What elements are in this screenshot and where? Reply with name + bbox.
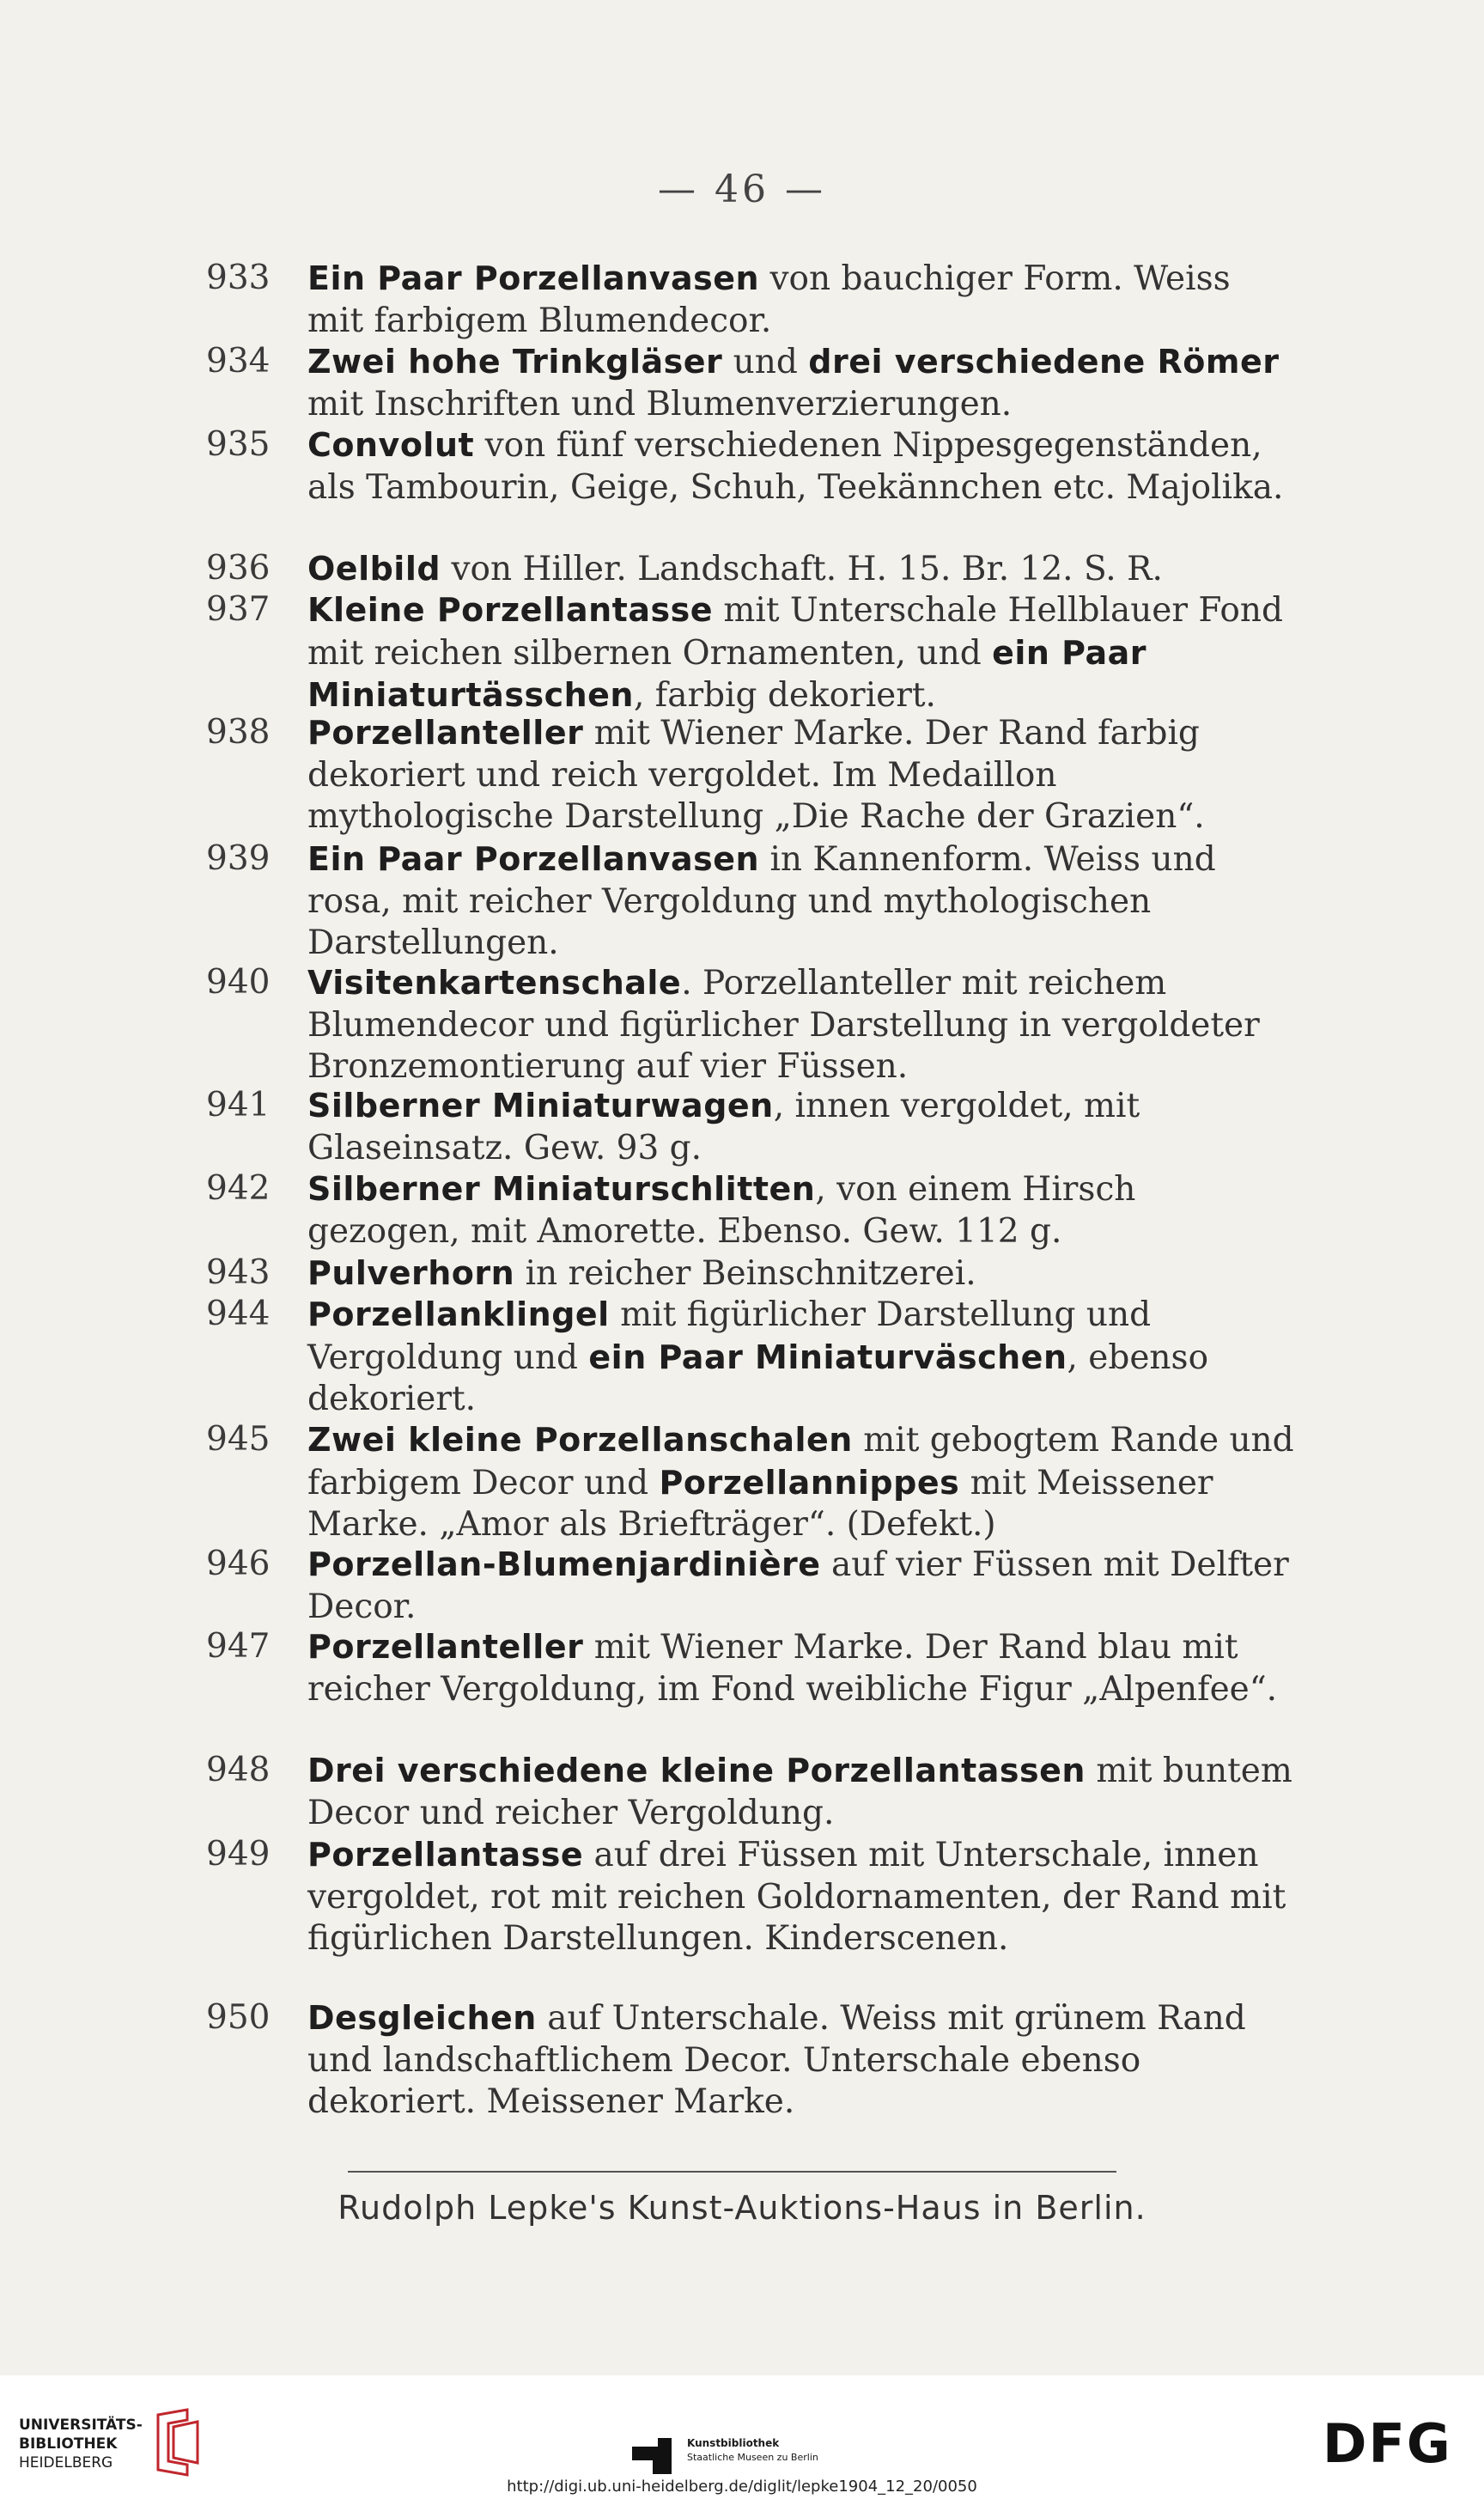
entry-lead: Convolut bbox=[307, 426, 475, 464]
entry-number: 945 bbox=[206, 1420, 271, 1459]
entry-connector: mit figürlicher Darstellung und Vergoldung und bbox=[307, 1295, 1152, 1377]
entry-description: , von einem Hirsch gezogen, mit Amorette. Ebenso. Gew. 112 g. bbox=[307, 1170, 1136, 1251]
entry-text bbox=[307, 1834, 1297, 1960]
entry-number: 950 bbox=[206, 1998, 271, 2037]
entry-lead-secondary: drei verschiedene Römer bbox=[808, 343, 1280, 381]
catalog-entry bbox=[206, 1419, 1297, 1546]
kunstbibliothek-label bbox=[687, 2436, 818, 2464]
entry-description: in reicher Beinschnitzerei. bbox=[514, 1254, 976, 1293]
entry-description: mit Meissener Marke. „Amor als Briefträger“. (Defekt.) bbox=[307, 1463, 1213, 1544]
entry-lead: Silberner Miniaturwagen bbox=[307, 1087, 774, 1125]
university-library-logo[interactable] bbox=[19, 2416, 143, 2472]
entry-lead: Kleine Porzellantasse bbox=[307, 591, 713, 629]
entry-text bbox=[307, 258, 1297, 342]
entry-text bbox=[307, 548, 1297, 591]
catalog-entry bbox=[206, 1294, 1297, 1421]
catalog-entry bbox=[206, 712, 1297, 838]
kunstbibliothek-logo-icon bbox=[632, 2438, 672, 2474]
entry-lead-secondary: ein Paar Miniaturtässchen bbox=[307, 633, 1146, 714]
entry-lead: Zwei kleine Porzellanschalen bbox=[307, 1421, 853, 1459]
entry-lead: Drei verschiedene kleine Porzellantassen bbox=[307, 1752, 1086, 1789]
entry-description: , innen vergoldet, mit Glaseinsatz. Gew. 93 g. bbox=[307, 1087, 1140, 1167]
library-name-line2: BIBLIOTHEK bbox=[19, 2435, 118, 2453]
entry-number: 937 bbox=[206, 590, 271, 629]
entry-connector: mit Unterschale Hellblauer Fond mit reichen silbernen Ornamenten, und bbox=[307, 591, 1283, 673]
page-number: — 46 — bbox=[658, 168, 826, 211]
catalog-entry bbox=[206, 1834, 1297, 1960]
entry-description: von bauchiger Form. Weiss mit farbigem Blumendecor. bbox=[307, 259, 1231, 340]
entry-lead: Ein Paar Porzellanvasen bbox=[307, 259, 760, 297]
entry-lead: Zwei hohe Trinkgläser bbox=[307, 343, 723, 381]
entry-description: mit Inschriften und Blumenverzierungen. bbox=[307, 384, 1013, 424]
catalog-entry bbox=[206, 962, 1297, 1088]
entry-lead-secondary: ein Paar Miniaturväschen bbox=[588, 1338, 1067, 1376]
entry-text bbox=[307, 712, 1297, 838]
entry-number: 946 bbox=[206, 1545, 271, 1583]
catalog-entry bbox=[206, 1997, 1297, 2124]
entry-number: 949 bbox=[206, 1835, 271, 1874]
catalog-entry bbox=[206, 548, 1297, 591]
publisher-line: Rudolph Lepke's Kunst-Auktions-Haus in Berlin. bbox=[338, 2189, 1146, 2227]
entry-number: 936 bbox=[206, 549, 271, 588]
entry-number: 940 bbox=[206, 963, 271, 1002]
entry-lead: Silberner Miniaturschlitten bbox=[307, 1170, 816, 1208]
entry-description: von Hiller. Landschaft. H. 15. Br. 12. S. R. bbox=[441, 550, 1163, 588]
entry-description: auf vier Füssen mit Delfter Decor. bbox=[307, 1545, 1289, 1626]
entry-description: . Porzellanteller mit reichem Blumendecor und figürlicher Darstellung in vergoldeter Bronzemontierung auf vier Füssen. bbox=[307, 964, 1260, 1086]
entry-lead: Porzellanteller bbox=[307, 714, 584, 752]
entry-lead: Ein Paar Porzellanvasen bbox=[307, 840, 760, 878]
entry-number: 944 bbox=[206, 1295, 271, 1333]
entry-lead: Porzellan-Blumenjardinière bbox=[307, 1545, 821, 1583]
entry-connector: und bbox=[722, 343, 809, 381]
entry-lead: Pulverhorn bbox=[307, 1254, 515, 1292]
entry-text bbox=[307, 838, 1297, 965]
entry-text bbox=[307, 1626, 1297, 1710]
entry-description: , farbig dekoriert. bbox=[633, 676, 936, 715]
entry-description: auf Unterschale. Weiss mit grünem Rand und landschaftlichem Decor. Unterschale ebenso dekoriert. Meissener Marke. bbox=[307, 1999, 1246, 2121]
entry-text bbox=[307, 589, 1297, 717]
library-name-line3: HEIDELBERG bbox=[19, 2454, 113, 2472]
entry-text bbox=[307, 1750, 1297, 1834]
entry-description: mit Wiener Marke. Der Rand blau mit reicher Vergoldung, im Fond weibliche Figur „Alpenfee“. bbox=[307, 1628, 1278, 1709]
entry-number: 941 bbox=[206, 1086, 271, 1125]
entry-lead: Oelbild bbox=[307, 550, 441, 588]
entry-lead: Porzellanteller bbox=[307, 1628, 584, 1666]
entry-text bbox=[307, 1085, 1297, 1169]
entry-number: 934 bbox=[206, 342, 271, 381]
catalog-entry bbox=[206, 258, 1297, 342]
entry-description: auf drei Füssen mit Unterschale, innen vergoldet, rot mit reichen Goldornamenten, der Rand mit figürlichen Darstellungen. Kinderscenen. bbox=[307, 1836, 1286, 1958]
entry-number: 935 bbox=[206, 425, 271, 464]
entry-description: in Kannenform. Weiss und rosa, mit reicher Vergoldung und mythologischen Darstellungen. bbox=[307, 840, 1216, 962]
entry-lead: Desgleichen bbox=[307, 1999, 537, 2037]
library-name-line1: UNIVERSITÄTS- bbox=[19, 2417, 143, 2434]
entry-description: mit Wiener Marke. Der Rand farbig dekoriert und reich vergoldet. Im Medaillon mythologische Darstellung „Die Rache der Grazien“. bbox=[307, 714, 1205, 836]
library-emblem-icon bbox=[153, 2408, 206, 2477]
catalog-entry bbox=[206, 1253, 1297, 1295]
entry-text bbox=[307, 1294, 1297, 1421]
entry-description: , ebenso dekoriert. bbox=[307, 1338, 1209, 1418]
entry-lead: Porzellanklingel bbox=[307, 1295, 610, 1333]
entry-description: von fünf verschiedenen Nippesgegenständen, als Tambourin, Geige, Schuh, Teekännchen etc. Majolika. bbox=[307, 426, 1284, 507]
entry-text bbox=[307, 1544, 1297, 1628]
catalog-entry bbox=[206, 1085, 1297, 1169]
kunstbibliothek-name: Kunstbibliothek bbox=[687, 2437, 780, 2449]
catalog-entry bbox=[206, 341, 1297, 425]
entry-lead: Porzellantasse bbox=[307, 1836, 584, 1874]
entry-number: 939 bbox=[206, 839, 271, 878]
entry-text bbox=[307, 1419, 1297, 1546]
catalog-entry bbox=[206, 1544, 1297, 1628]
entry-lead: Visitenkartenschale bbox=[307, 964, 682, 1002]
entry-number: 943 bbox=[206, 1253, 271, 1292]
entry-text bbox=[307, 424, 1297, 509]
entry-text bbox=[307, 341, 1297, 425]
catalog-entry bbox=[206, 838, 1297, 965]
entry-number: 942 bbox=[206, 1169, 271, 1208]
catalog-entry bbox=[206, 424, 1297, 509]
entry-lead-secondary: Porzellannippes bbox=[659, 1463, 960, 1502]
dfg-logo[interactable]: DFG bbox=[1323, 2412, 1452, 2475]
catalog-entry bbox=[206, 1750, 1297, 1834]
entry-number: 947 bbox=[206, 1627, 271, 1666]
footer-rule bbox=[348, 2171, 1116, 2173]
catalog-entry bbox=[206, 589, 1297, 717]
entry-number: 933 bbox=[206, 259, 271, 297]
museum-name: Staatliche Museen zu Berlin bbox=[687, 2452, 818, 2463]
entry-text bbox=[307, 1997, 1297, 2124]
entry-number: 948 bbox=[206, 1751, 271, 1789]
entry-text bbox=[307, 1253, 1297, 1295]
entry-text bbox=[307, 962, 1297, 1088]
entry-number: 938 bbox=[206, 713, 271, 752]
catalog-entry bbox=[206, 1626, 1297, 1710]
entry-description: mit buntem Decor und reicher Vergoldung. bbox=[307, 1752, 1292, 1832]
entry-text bbox=[307, 1168, 1297, 1253]
entry-connector: mit gebogtem Rande und farbigem Decor und bbox=[307, 1421, 1294, 1502]
catalog-entry bbox=[206, 1168, 1297, 1253]
permalink-url[interactable]: http://digi.ub.uni-heidelberg.de/diglit/lepke1904_12_20/0050 bbox=[507, 2478, 977, 2496]
